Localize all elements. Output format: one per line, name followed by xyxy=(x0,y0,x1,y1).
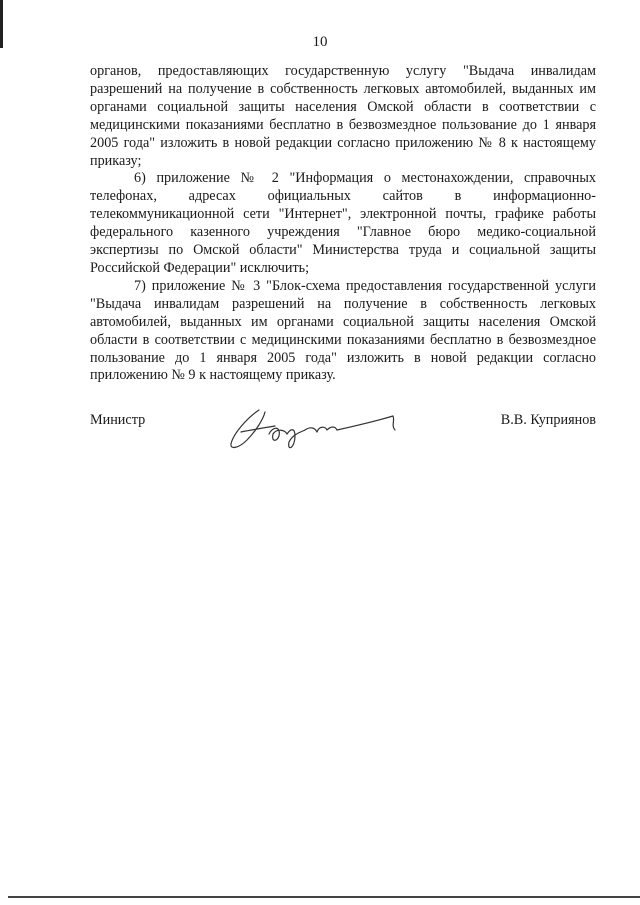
paragraph-item-6: 6) приложение № 2 "Информация о местонахождении, справочных телефонах, адресах официальных сайтов в информационно-телекоммуникационной сети "Интернет", электронной почты, графике работы федерального казенного учреждения "Главное бюро медико-социальной экспертизы по Омской области" Министерства труда и социальной защиты Российской Федерации" исключить; xyxy=(90,170,596,276)
signatory-name: В.В. Куприянов xyxy=(500,412,596,428)
handwritten-signature xyxy=(225,404,405,454)
document-body xyxy=(90,63,596,385)
paragraph-item-7: 7) приложение № 3 "Блок-схема предоставления государственной услуги "Выдача инвалидам разрешений на получение в собственность легковых автомобилей, выданных им органами социальной защиты населения Омской области в соответствии с медицинскими показаниями бесплатно в безвозмездное пользование до 1 января 2005 года" изложить в новой редакции согласно приложению № 9 к настоящему приказу. xyxy=(90,277,596,384)
signatory-title: Министр xyxy=(90,412,146,428)
page-number: 10 xyxy=(312,34,328,50)
scan-bottom-edge xyxy=(8,896,640,898)
paragraph-continuation: органов, предоставляющих государственную услугу "Выдача инвалидам разрешений на получение в собственность легковых автомобилей, выданных им органами социальной защиты населения Омской области в соответствии с медицинскими показаниями бесплатно в безвозмездное пользование до 1 января 2005 года" изложить в новой редакции согласно приложению № 8 к настоящему приказу; xyxy=(90,63,596,169)
